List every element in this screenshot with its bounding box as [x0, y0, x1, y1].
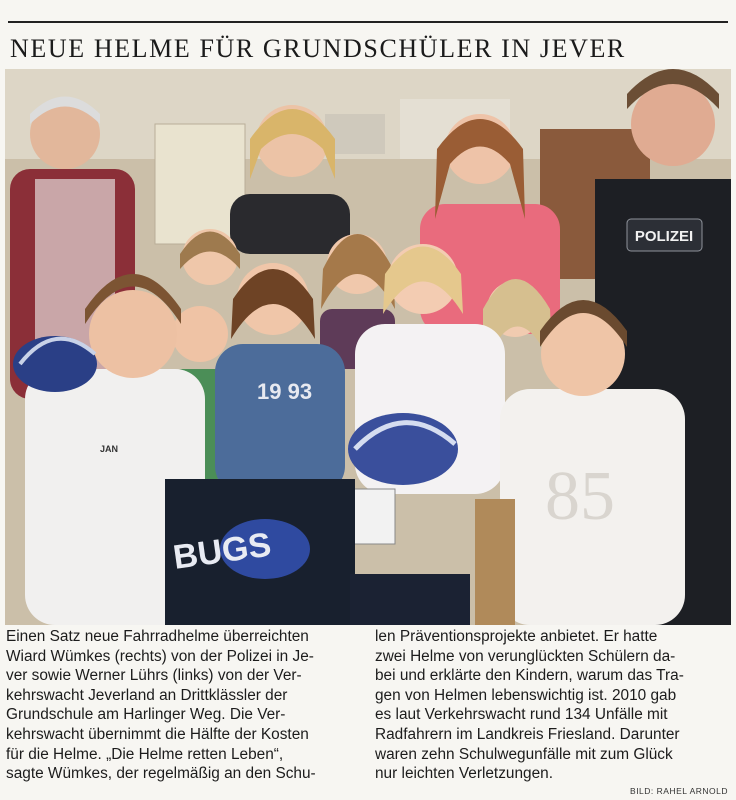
photo-illustration: [5, 69, 731, 625]
caption-line: waren zehn Schulwegunfälle mit zum Glück: [375, 745, 673, 763]
caption-line: Grundschule am Harlinger Weg. Die Ver-: [6, 706, 286, 724]
photo-credit: BILD: RAHEL ARNOLD: [630, 786, 728, 796]
caption-column-1: [6, 627, 361, 793]
caption-line: sagte Wümkes, der regelmäßig an den Schu-: [6, 765, 316, 783]
headline: NEUE HELME FÜR GRUNDSCHÜLER IN JEVER: [10, 34, 626, 63]
photo-caption: [6, 627, 730, 793]
caption-line: gen von Helmen lebenswichtig ist. 2010 gab: [375, 686, 677, 704]
caption-line: ver sowie Werner Lührs (links) von der Ver-: [6, 667, 302, 685]
caption-line: kehrswacht Jeverland an Drittklässler der: [6, 686, 288, 704]
caption-column-2: [375, 627, 730, 793]
caption-line: len Präventionsprojekte anbietet. Er hatte: [375, 628, 658, 645]
svg-text:85: 85: [545, 458, 615, 535]
caption-line: Wiard Wümkes (rechts) von der Polizei in Je-: [6, 647, 314, 665]
caption-line: Radfahrern im Landkreis Friesland. Darunter: [375, 725, 680, 743]
caption-line: für die Helme. „Die Helme retten Leben“,: [6, 745, 284, 763]
shirt-name-text: JAN: [100, 444, 119, 454]
news-photo: [5, 69, 731, 625]
top-rule: [8, 21, 728, 23]
caption-line: es laut Verkehrswacht rund 134 Unfälle mit: [375, 706, 668, 724]
police-patch-text: POLIZEI: [634, 228, 694, 245]
caption-line: zwei Helme von verunglückten Schülern da-: [375, 647, 676, 665]
caption-line: kehrswacht übernimmt die Hälfte der Kosten: [6, 725, 309, 743]
caption-line: nur leichten Verletzungen.: [375, 765, 553, 783]
helmet-box-brand: BUGS: [170, 525, 274, 577]
shirt-year-text: 19 93: [257, 379, 313, 404]
caption-line: bei und erklärte den Kindern, warum das Tra-: [375, 667, 684, 685]
caption-line: Einen Satz neue Fahrradhelme überreichten: [6, 628, 309, 645]
